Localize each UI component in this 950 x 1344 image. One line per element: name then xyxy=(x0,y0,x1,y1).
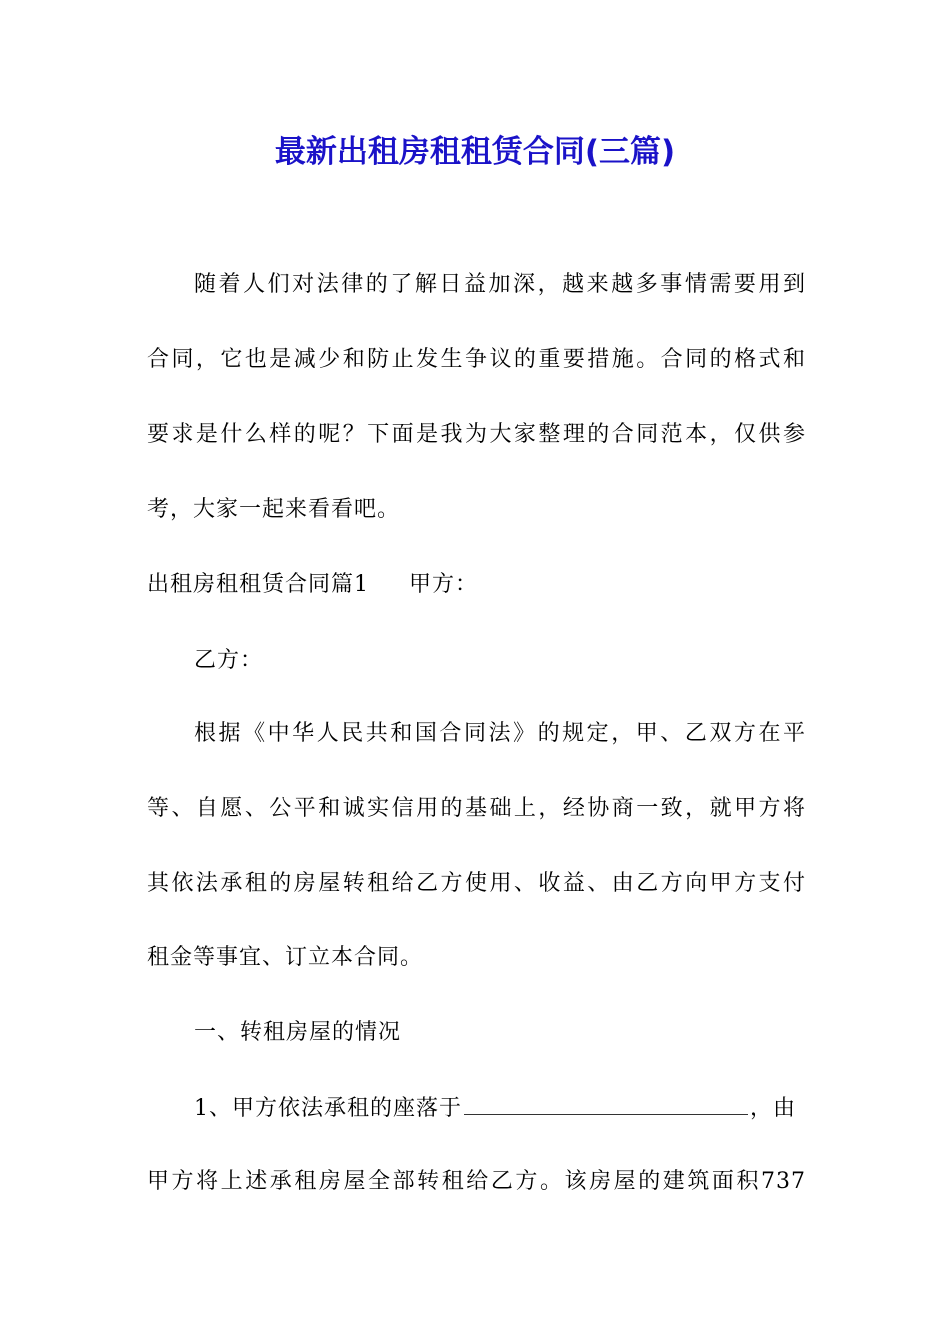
section-heading: 出租房租租赁合同篇1 xyxy=(147,572,369,597)
intro-line-2: 合同，它也是减少和防止发生争议的重要措施。合同的格式和 xyxy=(147,347,806,372)
basis-line-4: 租金等事宜、订立本合同。 xyxy=(147,945,424,970)
address-blank xyxy=(464,1092,748,1115)
party-a-label: 甲方： xyxy=(409,572,479,597)
intro-line-1: 随着人们对法律的了解日益加深，越来越多事情需要用到 xyxy=(194,272,806,297)
clause-1-1-continuation: 甲方将上述承租房屋全部转租给乙方。该房屋的建筑面积737 xyxy=(147,1169,806,1194)
basis-line-1: 根据《中华人民共和国合同法》的规定，甲、乙双方在平 xyxy=(194,721,806,746)
intro-line-3: 要求是什么样的呢？下面是我为大家整理的合同范本，仅供参 xyxy=(147,422,806,447)
clause-1-1-prefix: 1、甲方依法承租的座落于 xyxy=(194,1096,462,1121)
clause-1-1-suffix: ，由 xyxy=(750,1096,797,1121)
party-b-label: 乙方： xyxy=(194,648,264,673)
clause-1-1-row xyxy=(194,1092,796,1125)
section-heading-row xyxy=(147,569,478,601)
document-title: 最新出租房租租赁合同(三篇) xyxy=(274,134,676,170)
basis-line-3: 其依法承租的房屋转租给乙方使用、收益、由乙方向甲方支付 xyxy=(147,871,806,896)
clause-1-heading: 一、转租房屋的情况 xyxy=(194,1020,402,1045)
basis-line-2: 等、自愿、公平和诚实信用的基础上，经协商一致，就甲方将 xyxy=(147,796,806,821)
intro-line-4: 考，大家一起来看看吧。 xyxy=(147,497,401,522)
